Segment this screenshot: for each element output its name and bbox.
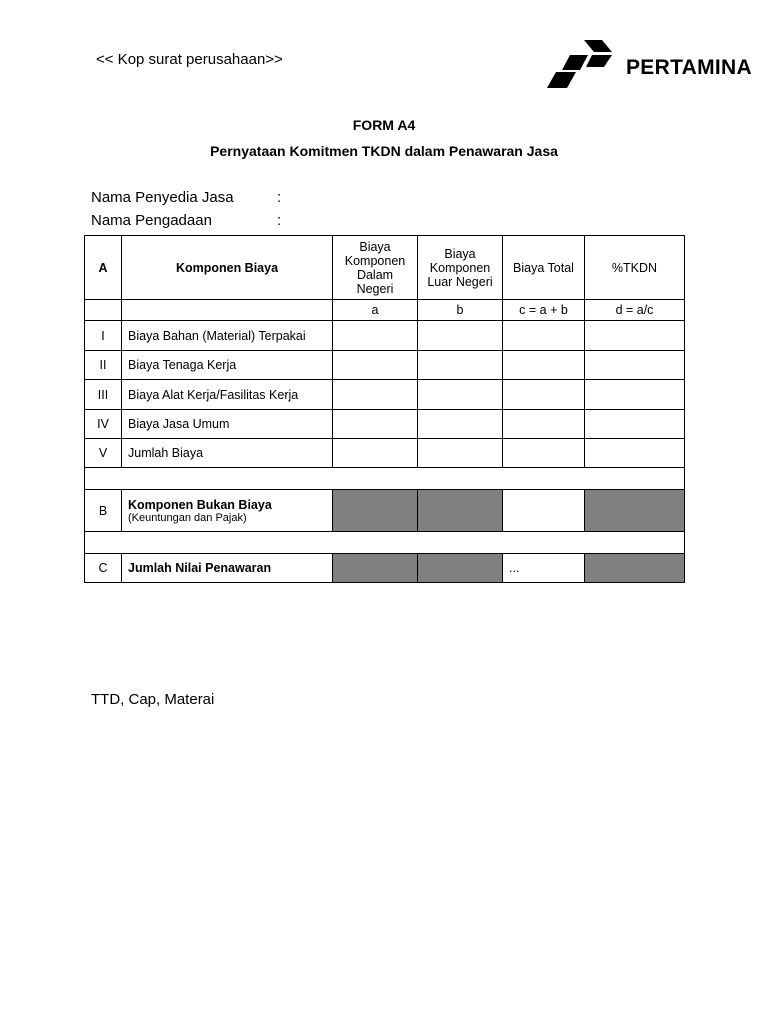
row-number: B	[85, 490, 122, 532]
signature-line: TTD, Cap, Materai	[91, 691, 215, 708]
cell-total[interactable]	[503, 410, 585, 439]
logo-text: PERTAMINA	[626, 56, 752, 79]
shaded-cell	[585, 554, 685, 583]
cell-domestic[interactable]	[333, 410, 418, 439]
letterhead-placeholder: << Kop surat perusahaan>>	[96, 51, 283, 68]
formula-cell: d = a/c	[585, 300, 685, 321]
section-b-row	[85, 490, 685, 532]
header-cell: A	[85, 236, 122, 300]
field-separator: :	[277, 212, 282, 229]
row-number: I	[85, 321, 122, 351]
row-label: Biaya Jasa Umum	[122, 410, 333, 439]
header-cell: Biaya Komponen Dalam Negeri	[333, 236, 418, 300]
spacer-cell	[85, 532, 685, 554]
spacer-cell	[85, 468, 685, 490]
formula-cell: b	[418, 300, 503, 321]
table-row	[85, 321, 685, 351]
table-header-row	[85, 236, 685, 300]
shaded-cell	[418, 554, 503, 583]
spacer-row	[85, 532, 685, 554]
table-row	[85, 410, 685, 439]
row-label: Biaya Bahan (Material) Terpakai	[122, 321, 333, 351]
cell-tkdn[interactable]	[585, 439, 685, 468]
cell-total-offer[interactable]: ...	[503, 554, 585, 583]
cell-tkdn[interactable]	[585, 351, 685, 380]
row-number: III	[85, 380, 122, 410]
shaded-cell	[418, 490, 503, 532]
section-c-label: Jumlah Nilai Penawaran	[122, 554, 333, 583]
tkdn-table	[84, 235, 685, 583]
form-subtitle: Pernyataan Komitmen TKDN dalam Penawaran Jasa	[210, 143, 558, 159]
cell-total[interactable]	[503, 321, 585, 351]
section-b-note: (Keuntungan dan Pajak)	[128, 511, 247, 524]
formula-cell: c = a + b	[503, 300, 585, 321]
field-label: Nama Pengadaan	[91, 212, 212, 229]
row-label: Biaya Tenaga Kerja	[122, 351, 333, 380]
row-number: V	[85, 439, 122, 468]
company-logo	[546, 38, 752, 90]
cell-total[interactable]	[503, 439, 585, 468]
formula-cell: a	[333, 300, 418, 321]
cell-foreign[interactable]	[418, 439, 503, 468]
header-cell: Komponen Biaya	[122, 236, 333, 300]
cell-tkdn[interactable]	[585, 380, 685, 410]
row-number: II	[85, 351, 122, 380]
section-b-label	[122, 490, 333, 532]
cell-total[interactable]	[503, 380, 585, 410]
cell-foreign[interactable]	[418, 351, 503, 380]
cell-foreign[interactable]	[418, 410, 503, 439]
cell-domestic[interactable]	[333, 351, 418, 380]
cell-domestic[interactable]	[333, 321, 418, 351]
field-procurement-name	[91, 212, 281, 229]
table-row	[85, 439, 685, 468]
table-row	[85, 351, 685, 380]
cell-foreign[interactable]	[418, 321, 503, 351]
field-provider-name	[91, 189, 281, 206]
shaded-cell	[333, 554, 418, 583]
formula-row	[85, 300, 685, 321]
row-number: C	[85, 554, 122, 583]
table-cell	[122, 300, 333, 321]
cell-domestic[interactable]	[333, 380, 418, 410]
field-separator: :	[277, 189, 282, 206]
cell-total[interactable]	[503, 351, 585, 380]
header-cell: Biaya Komponen Luar Negeri	[418, 236, 503, 300]
table-cell	[85, 300, 122, 321]
section-b-title: Komponen Bukan Biaya	[128, 497, 272, 512]
row-number: IV	[85, 410, 122, 439]
cell-domestic[interactable]	[333, 439, 418, 468]
shaded-cell	[333, 490, 418, 532]
row-label: Biaya Alat Kerja/Fasilitas Kerja	[122, 380, 333, 410]
cell-tkdn[interactable]	[585, 321, 685, 351]
section-c-row	[85, 554, 685, 583]
shaded-cell	[585, 490, 685, 532]
field-label: Nama Penyedia Jasa	[91, 189, 234, 206]
row-label: Jumlah Biaya	[122, 439, 333, 468]
header-cell: %TKDN	[585, 236, 685, 300]
pertamina-logo-icon	[546, 38, 616, 90]
header-cell: Biaya Total	[503, 236, 585, 300]
cell-total[interactable]	[503, 490, 585, 532]
table-row	[85, 380, 685, 410]
cell-tkdn[interactable]	[585, 410, 685, 439]
cell-foreign[interactable]	[418, 380, 503, 410]
form-title: FORM A4	[352, 117, 416, 133]
spacer-row	[85, 468, 685, 490]
